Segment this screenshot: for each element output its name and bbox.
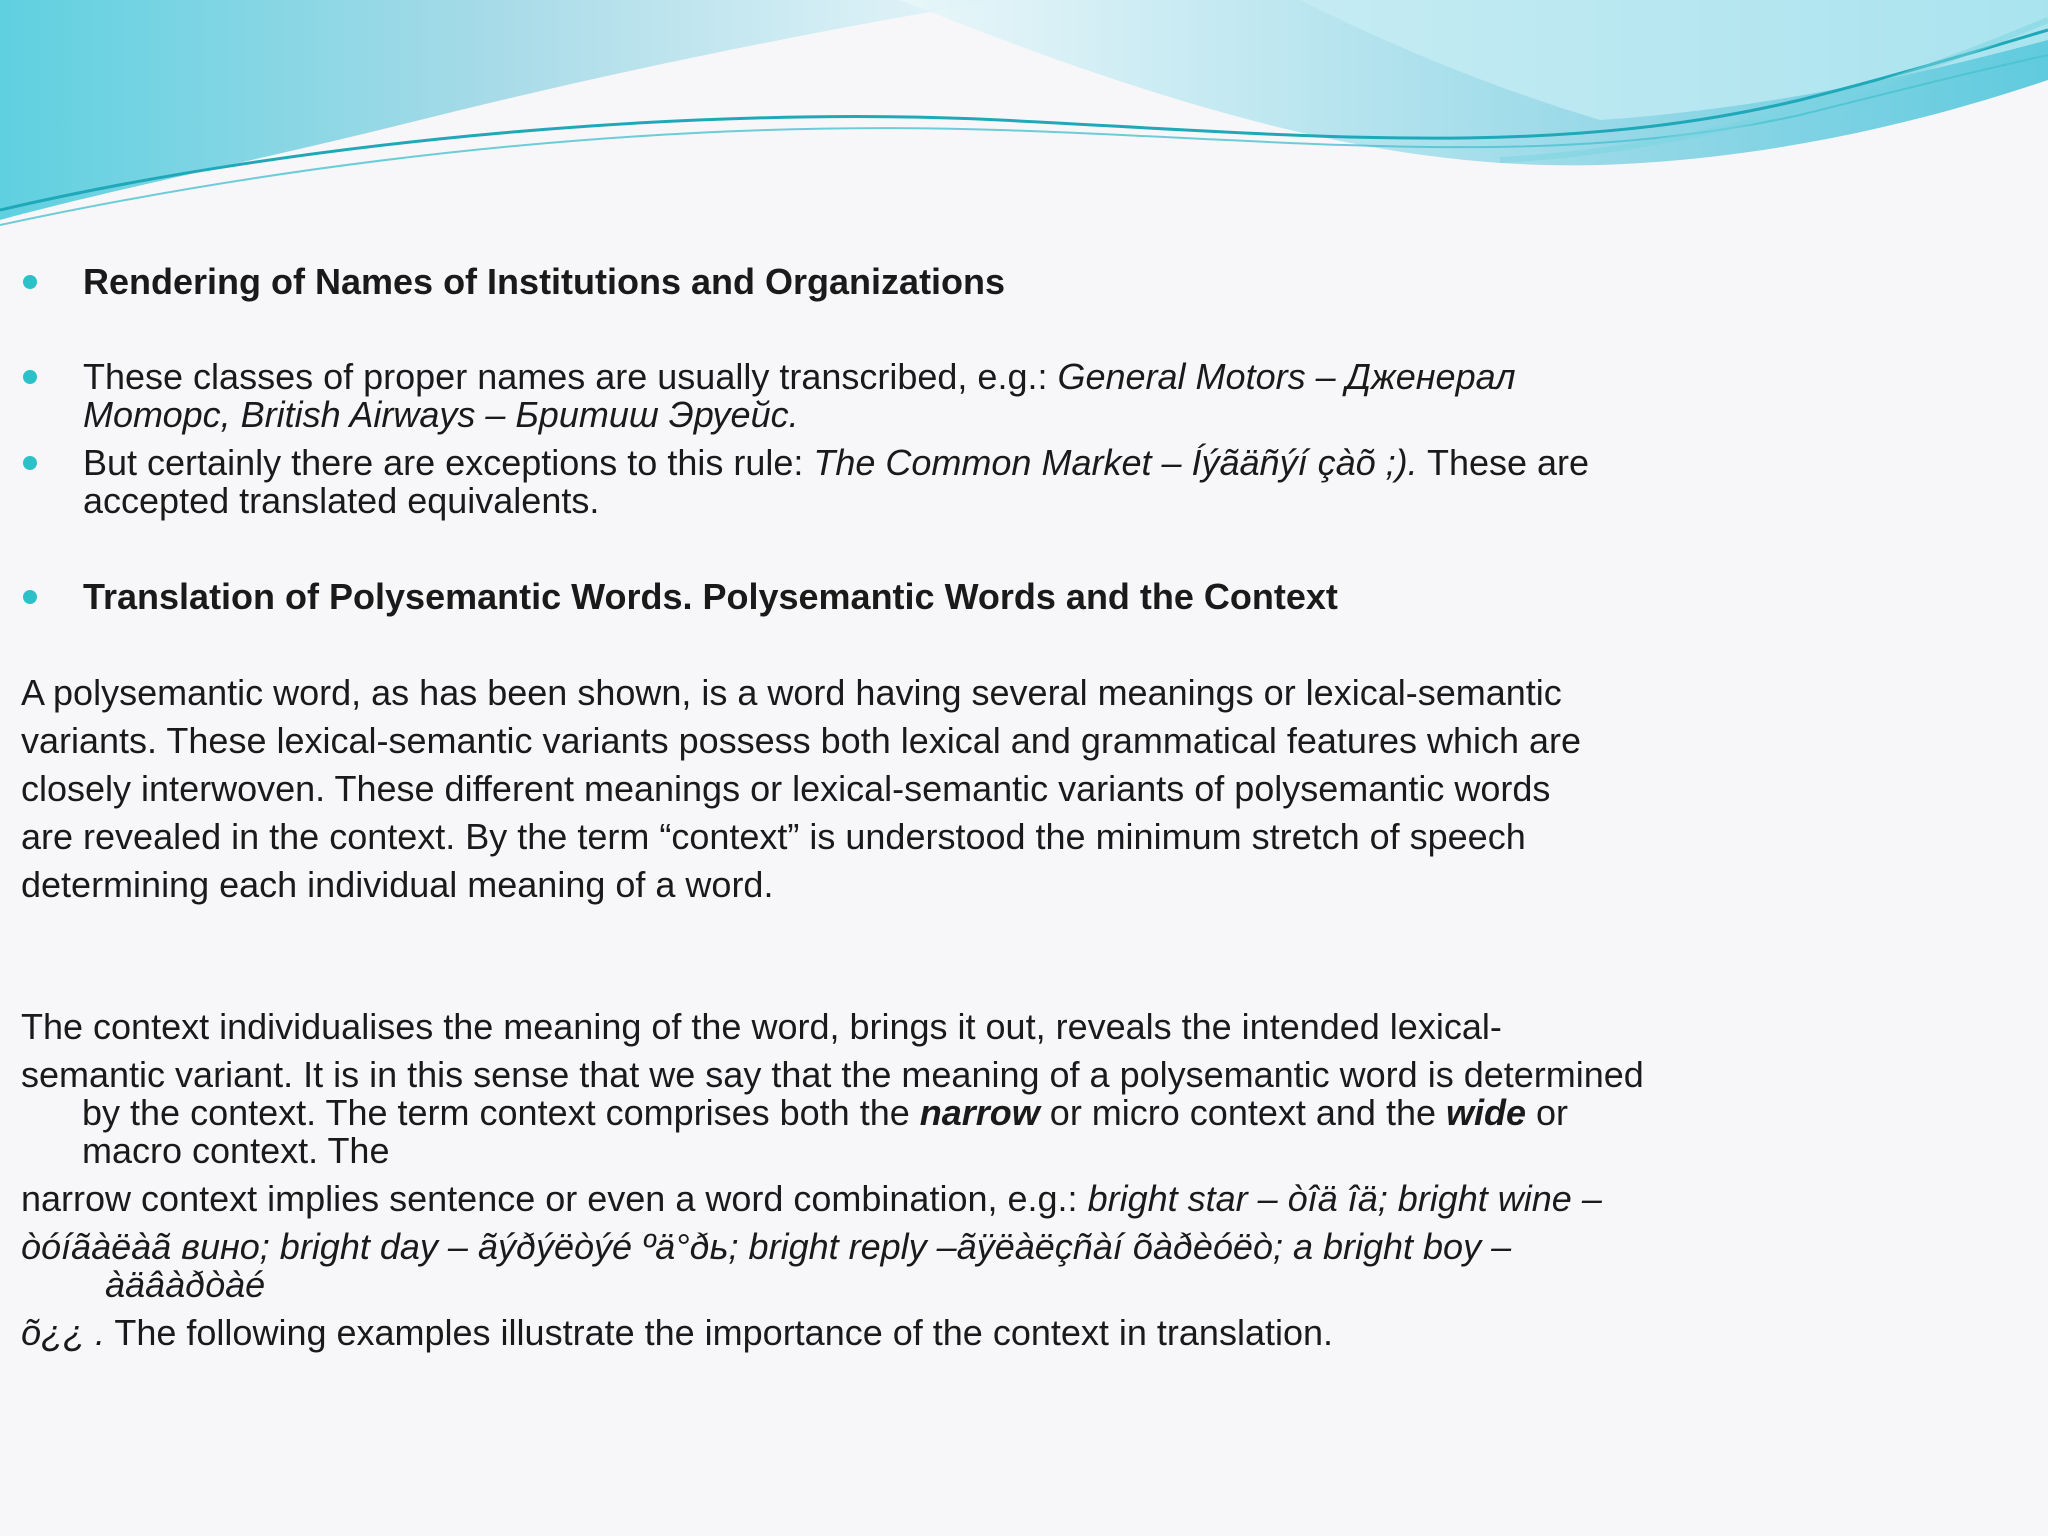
section-heading-polysemantic: Translation of Polysemantic Words. Polysemantic Words and the Context <box>83 576 1338 617</box>
example-italic: bright star – òîä îä; bright wine – <box>1087 1178 1602 1219</box>
bullet-text: But certainly there are exceptions to this rule: <box>83 442 814 483</box>
term-wide: wide <box>1446 1092 1527 1133</box>
bullet-dot <box>23 275 37 289</box>
bullet-text: These classes of proper names are usually transcribed, e.g.: <box>83 356 1058 397</box>
paragraph-line: determining each individual meaning of a word. <box>21 864 774 905</box>
paragraph-line: õ¿¿ . The following examples illustrate the importance of the context in translation. <box>21 1312 1334 1353</box>
paragraph-line: variants. These lexical-semantic variants possess both lexical and grammatical features which are <box>21 720 1582 761</box>
paragraph-line: narrow context implies sentence or even a word combination, e.g.: bright star – òîä îä; bright wine – <box>21 1178 1602 1219</box>
example-italic: àäâàðòàé <box>105 1264 266 1305</box>
paragraph-line: macro context. The <box>82 1130 390 1171</box>
bullet-text: accepted translated equivalents. <box>83 480 600 521</box>
section-heading-institutions: Rendering of Names of Institutions and Organizations <box>83 261 1006 302</box>
paragraph-line: semantic variant. It is in this sense that we say that the meaning of a polysemantic word is determined <box>21 1054 1644 1095</box>
example-italic: õ¿¿ . <box>21 1312 106 1353</box>
paragraph-line: The context individualises the meaning of the word, brings it out, reveals the intended lexical- <box>21 1006 1502 1047</box>
paragraph-polysemantic <box>21 669 1821 909</box>
paragraph-line: closely interwoven. These different meanings or lexical-semantic variants of polysemantic words <box>21 768 1551 809</box>
bullet-text: These are <box>1417 442 1590 483</box>
example-italic: The Common Market – Íýãäñýí çàõ ;). <box>813 442 1418 483</box>
example-italic: General Motors – Дженерал <box>1057 356 1516 397</box>
paragraph-line: A polysemantic word, as has been shown, is a word having several meanings or lexical-semantic <box>21 672 1562 713</box>
example-italic: Моторс, British Airways – Бритиш Эруейс. <box>83 394 799 435</box>
paragraph-line: are revealed in the context. By the term “context” is understood the minimum stretch of speech <box>21 816 1526 857</box>
bullet-dot <box>23 456 37 470</box>
paragraph-line: by the context. The term context comprises both the narrow or micro context and the wide or <box>82 1092 1569 1133</box>
term-narrow: narrow <box>919 1092 1040 1133</box>
example-italic: òóíãàëàã вино; bright day – ãýðýëòýé ºä°ðь; bright reply –ãÿëàëçñàí õàðèóëò; a bright boy – <box>21 1226 1512 1267</box>
bullet-dot <box>23 370 37 384</box>
bullet-dot <box>23 590 37 604</box>
